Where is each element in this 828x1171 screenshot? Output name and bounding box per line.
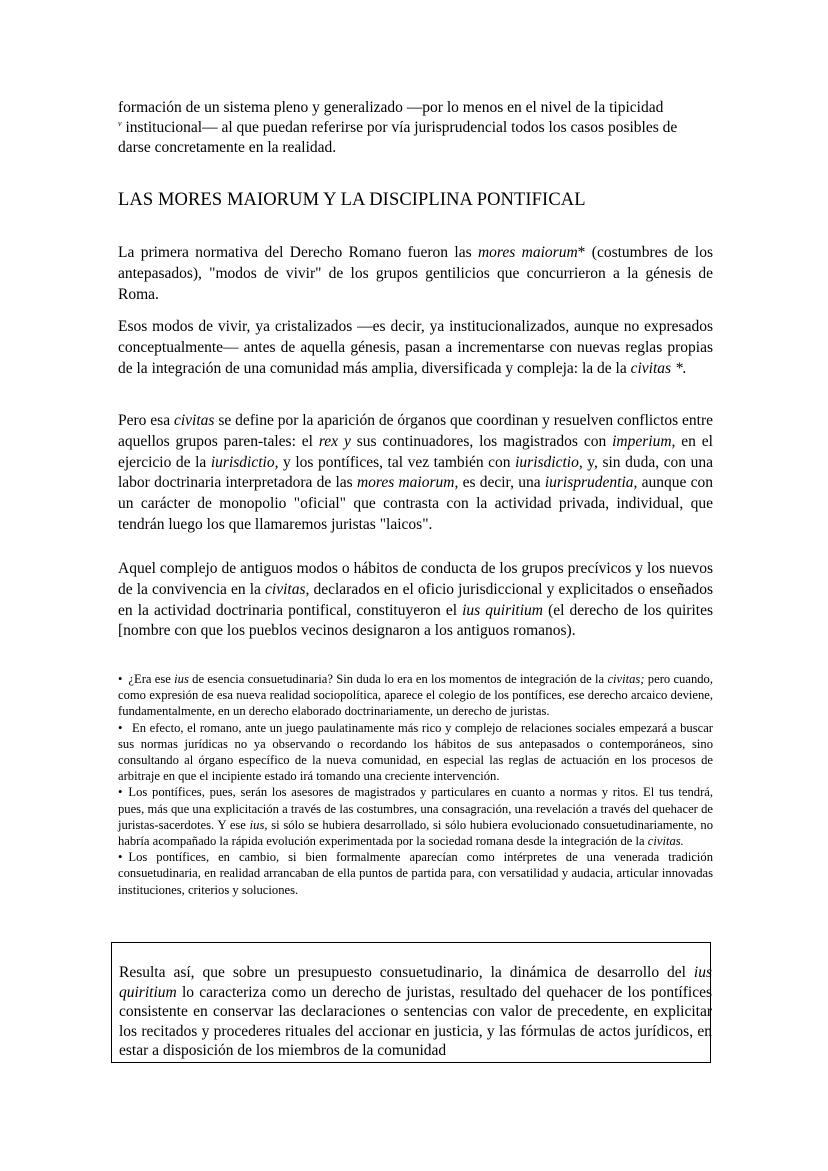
text: En efecto, el romano, ante un juego paulatinamente más rico y complejo de relaciones sociales empezará a buscar sus normas jurídicas no ya observando o recordando los hábitos de sus antepasados o contemporáneos, sino consultando al órgano específico de la nueva comunidad, en especial las reglas de actuación en los procesos de arbitraje en que el incipiente estado irá tomando una creciente intervención. [118,720,713,784]
text: en el ejercicio de la [118,432,713,471]
italic-term: iurisprudentia, [544,474,638,492]
text: * (costumbres de los antepasados), "modos de vivir" de los grupos gentilicios que concurrieron a la génesis de Roma. [118,244,713,303]
text: Resulta así, que sobre un presupuesto consuetudinario, la dinámica de desarrollo del [119,964,694,981]
footnotes [118,671,713,898]
italic-term: mores maiorum, [356,474,459,492]
text: aunque con un carácter de monopolio "oficial" que contrasta con la actividad privada, individual, que tendrán luego los que llamaremos juristas "laicos". [118,474,714,533]
text: declarados en el oficio jurisdiccional y explicitados o enseñados en la actividad doctrinaria pontifical, constituyeron el [118,580,714,619]
italic-term: ius quiritium [119,964,712,1001]
italic-term: ius quiritium [462,601,543,619]
text: (el derecho de los quirites [nombre con que los pueblos vecinos designaron a los antiguos romanos). [118,601,713,640]
italic-term: ius [174,672,189,686]
text: y, sin duda, con una labor doctrinaria interpretadora de las [118,453,713,492]
text: pero cuando, como expresión de esa nueva realidad sociopolítica, aparece el colegio de los pontífices, ese derecho arcaico deviene, fundamentalmente, en un derecho elaborado doctrinariamente, un derecho de juristas. [118,672,713,719]
bullet-icon: • [118,672,123,686]
text: y los pontífices, tal vez también con [278,453,516,471]
text: si sólo se hubiera desarrollado, si sólo hubiera evolucionado consuetudinariamente, no habría acompañado la rápida evolución experimentada por la sociedad romana desde la integración de la [118,817,714,849]
italic-term: rex y [318,432,351,450]
italic-term: civitas; [607,672,645,686]
text: es decir, una [458,474,545,492]
italic-term: civitas. [647,834,684,849]
text: Aquel complejo de antiguos modos o hábitos de conducta de los grupos precívicos y los nuevos de la convivencia en la [118,560,713,598]
text: se define por la aparición de órganos que coordinan y resuelven conflictos entre aquellos grupos paren-tales: el [118,412,714,450]
section-heading: LAS MORES MAIORUM Y LA DISCIPLINA PONTIFICAL [118,190,586,210]
text: de esencia consuetudinaria? Sin duda lo era en los momentos de integración de la [188,672,608,686]
intro-paragraph [118,98,713,158]
paragraph-4 [118,559,713,642]
bullet-icon: • [118,785,123,800]
text: sus continuadores, los magistrados con [350,432,613,450]
italic-term: civitas [173,412,215,429]
text: Los pontífices, pues, serán los asesores de magistrados y particulares en cuanto a normas y ritos. El tus tendrá, pues, más que una explicitación a través de las costumbres, una consagración, una revelación a través del quehacer de juristas-sacerdotes. Y ese [118,785,713,832]
italic-term: ius, [249,817,268,832]
text: La primera normativa del Derecho Romano fueron las [118,244,478,261]
intro-text-b: institucional— al que puedan referirse por vía jurisprudencial todos los casos posibles de darse concretamente en la realidad. [118,119,678,156]
footnote-mark: v [118,119,122,128]
italic-term: iurisdictio, [210,453,279,471]
text: ¿Era ese [128,672,175,686]
boxed-paragraph [119,963,712,1061]
italic-term: civitas, [265,580,310,598]
italic-term: civitas *. [630,359,687,377]
paragraph-2 [118,317,713,379]
italic-term: iurisdictio, [515,453,583,471]
italic-term: imperium, [612,432,676,450]
footnote-2 [118,720,713,785]
text: lo caracteriza como un derecho de juristas, resultado del quehacer de los pontífices consistente en conservar las declaraciones o sentencias con valor de precedente, en explicitar los recitados y procederes rituales del accionar en justicia, y las fórmulas de actos jurídicos, en estar a disposición de los miembros de la comunidad [119,983,712,1059]
text: Esos modos de vivir, ya cristalizados —es decir, ya institucionalizados, aunque no expresados conceptualmente— antes de aquella génesis, pasan a incrementarse con nuevas reglas propias de la integración de una comunidad más amplia, diversificada y compleja: la de la [118,318,713,377]
italic-term: mores maiorum [477,244,578,261]
text: Pero esa [118,412,174,429]
bullet-icon: • [118,850,123,865]
boxed-summary [111,942,711,1063]
footnote-1 [118,671,713,720]
paragraph-3 [118,411,713,536]
text: Los pontífices, en cambio, si bien formalmente aparecían como intérpretes de una venerada tradición consuetudinaria, en realidad arrancaban de ella puntos de partida para, con versatilidad y audacia, articular innovadas instituciones, criterios y soluciones. [118,850,713,897]
intro-text-a: formación de un sistema pleno y generalizado —por lo menos en el nivel de la tipicidad [118,99,664,116]
footnote-4 [118,849,713,898]
paragraph-1 [118,243,713,305]
bullet-icon: • [118,720,123,735]
footnote-3 [118,784,713,849]
